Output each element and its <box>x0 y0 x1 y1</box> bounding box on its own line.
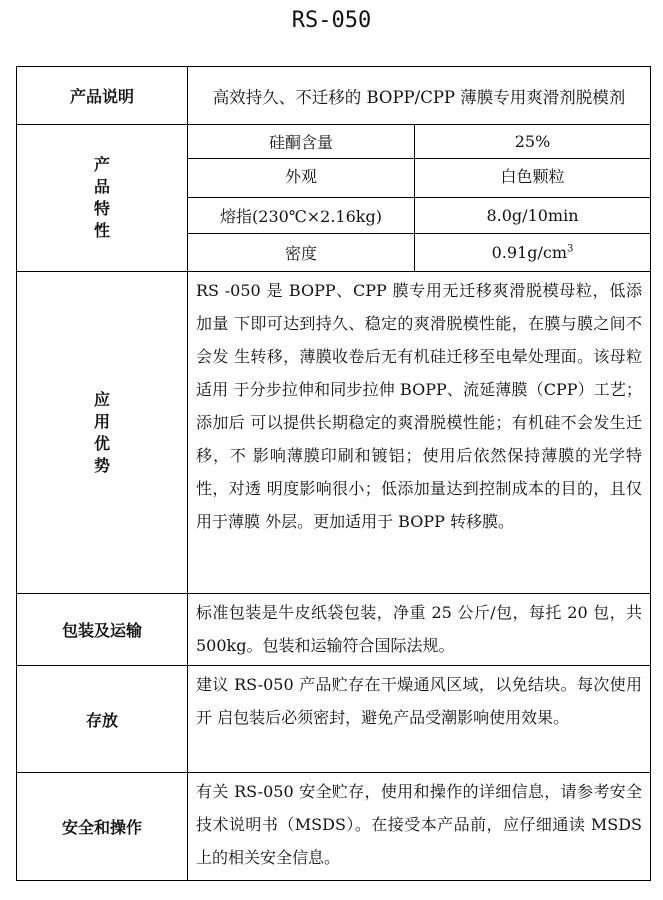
storage-text: 建议 RS-050 产品贮存在干燥通风区域，以免结块。每次使用开 启包装后必须密封，避免产品受潮影响使用效果。 <box>188 666 651 773</box>
prop-name: 密度 <box>188 234 415 272</box>
label-char: 品 <box>93 177 110 196</box>
value-description: 高效持久、不迁移的 BOPP/CPP 薄膜专用爽滑剂脱模剂 <box>188 67 651 125</box>
safety-text: 有关 RS-050 安全贮存，使用和操作的详细信息，请参考安全技术说明书（MSDS）。在接受本产品前，应仔细通读 MSDS 上的相关安全信息。 <box>188 773 651 881</box>
row-advantages <box>17 272 651 594</box>
label-safety: 安全和操作 <box>17 773 188 881</box>
density-value: 0.91g/cm <box>491 243 568 262</box>
label-packaging: 包装及运输 <box>17 594 188 666</box>
label-char: 应 <box>93 389 110 409</box>
label-char: 用 <box>93 411 110 431</box>
row-safety <box>17 773 651 881</box>
label-features <box>17 125 188 272</box>
packaging-text: 标准包装是牛皮纸袋包装，净重 25 公斤/包，每托 20 包，共 500kg。包装和运输符合国际法规。 <box>188 594 651 666</box>
label-storage: 存放 <box>17 666 188 773</box>
label-char: 产 <box>93 155 110 174</box>
prop-value <box>415 234 651 272</box>
prop-value: 8.0g/10min <box>415 198 651 234</box>
spec-table <box>16 66 651 881</box>
row-prop-1 <box>17 125 651 159</box>
prop-value: 白色颗粒 <box>415 159 651 198</box>
row-packaging <box>17 594 651 666</box>
label-description: 产品说明 <box>17 67 188 125</box>
prop-name: 外观 <box>188 159 415 198</box>
document-title: RS-050 <box>291 8 372 33</box>
label-char: 势 <box>93 455 110 475</box>
label-char: 优 <box>93 433 110 453</box>
density-exponent: 3 <box>567 243 574 255</box>
prop-name: 熔指(230℃×2.16kg) <box>188 198 415 234</box>
label-advantages <box>17 272 188 594</box>
label-char: 特 <box>93 199 110 218</box>
row-description <box>17 67 651 125</box>
prop-name: 硅酮含量 <box>188 125 415 159</box>
label-char: 性 <box>93 221 110 240</box>
advantages-text: RS -050 是 BOPP、CPP 膜专用无迁移爽滑脱模母粒，低添加量 下即可达到持久、稳定的爽滑脱模性能，在膜与膜之间不会发 生转移，薄膜收卷后无有机硅迁移至电晕处理面。该母粒适用 于分步拉伸和同步拉伸 BOPP、流延薄膜（CPP）工艺；添加后 可以提供长期稳定的爽滑脱模性能；有机硅不会发生迁移，不 影响薄膜印刷和镀铝；使用后依然保持薄膜的光学特性，对透 明度影响很小；低添加量达到控制成本的目的，且仅用于薄膜 外层。更加适用于 BOPP 转移膜。 <box>188 272 651 594</box>
row-storage <box>17 666 651 773</box>
prop-value: 25% <box>415 125 651 159</box>
